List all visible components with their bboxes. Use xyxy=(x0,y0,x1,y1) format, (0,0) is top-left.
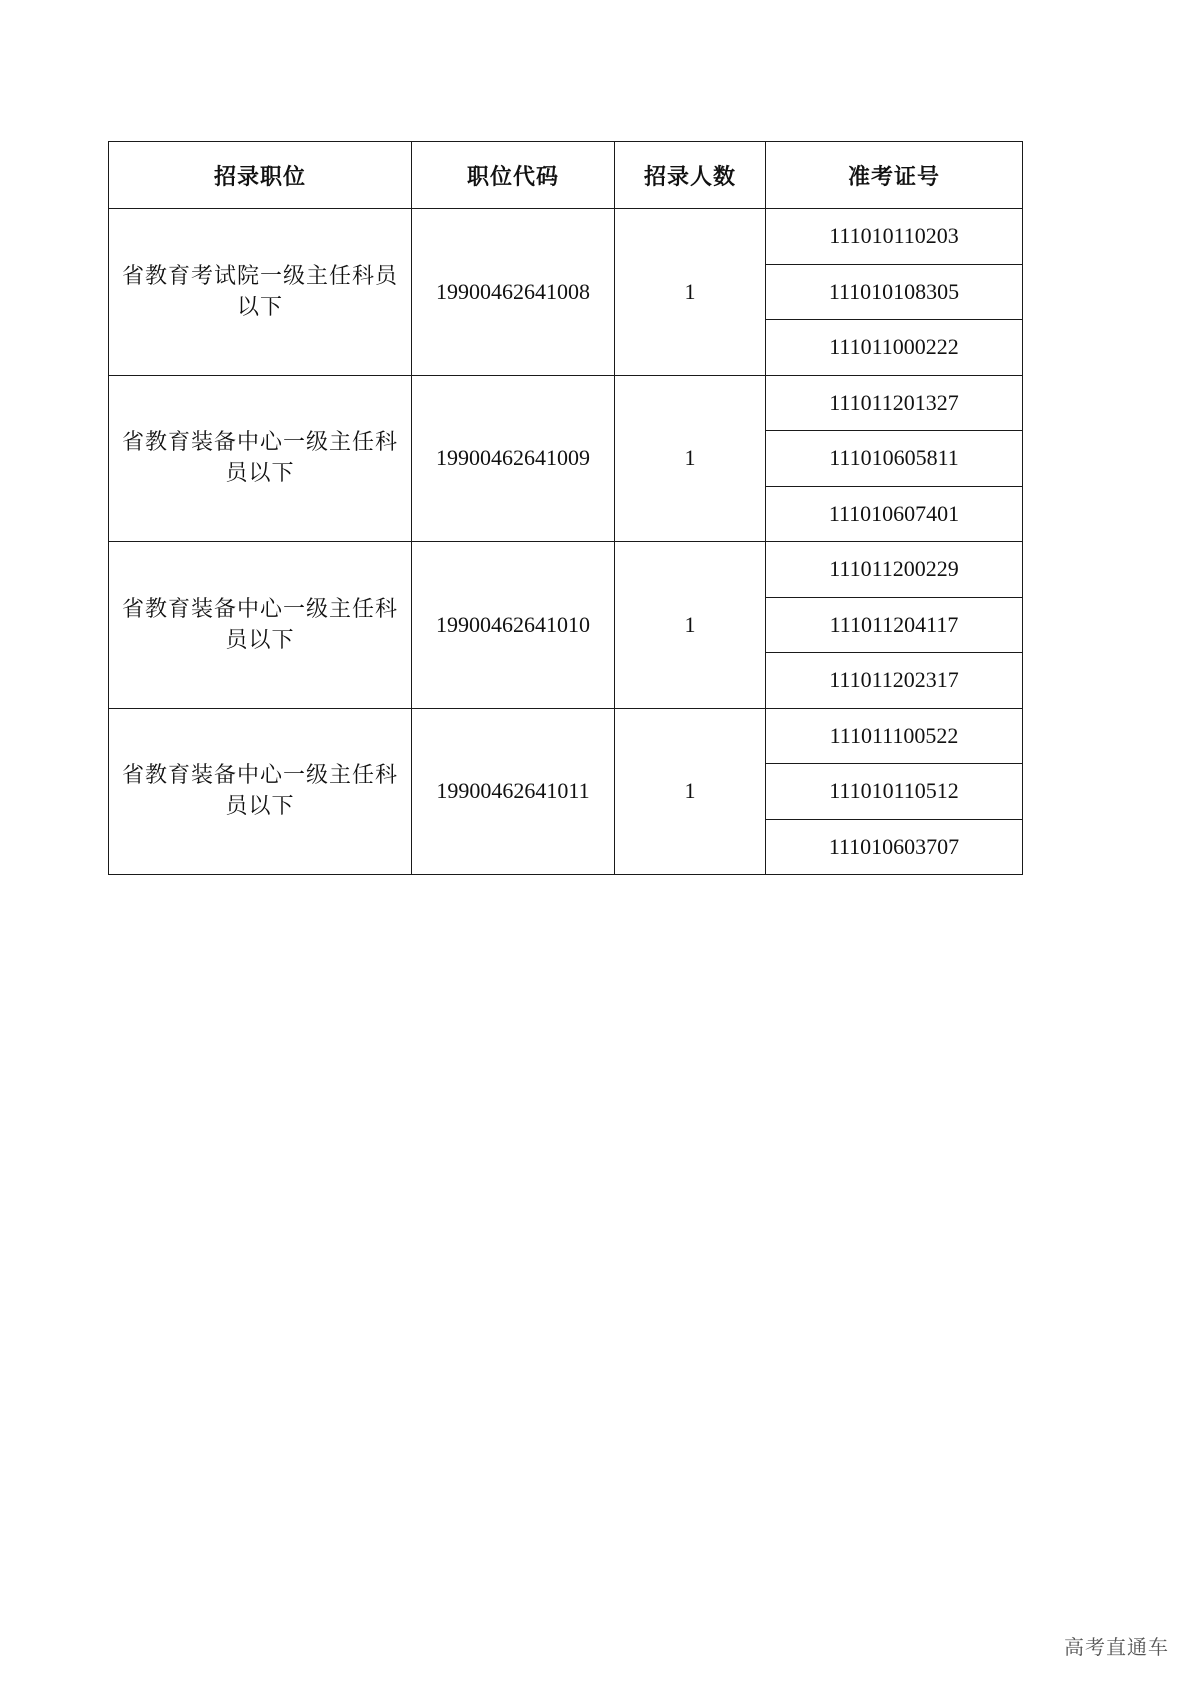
ticket-cell: 111010605811 xyxy=(766,431,1023,487)
ticket-cell: 111010603707 xyxy=(766,819,1023,875)
table-row xyxy=(109,375,1023,431)
ticket-cell: 111010108305 xyxy=(766,264,1023,320)
position-cell: 省教育装备中心一级主任科员以下 xyxy=(109,542,412,709)
count-cell: 1 xyxy=(615,375,766,542)
code-cell: 19900462641009 xyxy=(412,375,615,542)
header-count: 招录人数 xyxy=(615,142,766,209)
table-row xyxy=(109,708,1023,764)
table-row xyxy=(109,542,1023,598)
header-position: 招录职位 xyxy=(109,142,412,209)
ticket-cell: 111011202317 xyxy=(766,653,1023,709)
admission-table xyxy=(108,141,1023,875)
code-cell: 19900462641011 xyxy=(412,708,615,875)
watermark: 高考直通车 xyxy=(1064,1635,1169,1659)
header-ticket: 准考证号 xyxy=(766,142,1023,209)
count-cell: 1 xyxy=(615,708,766,875)
ticket-cell: 111010110512 xyxy=(766,764,1023,820)
code-cell: 19900462641008 xyxy=(412,209,615,376)
code-cell: 19900462641010 xyxy=(412,542,615,709)
ticket-cell: 111011200229 xyxy=(766,542,1023,598)
count-cell: 1 xyxy=(615,209,766,376)
ticket-cell: 111011000222 xyxy=(766,320,1023,376)
position-cell: 省教育装备中心一级主任科员以下 xyxy=(109,708,412,875)
count-cell: 1 xyxy=(615,542,766,709)
position-cell: 省教育装备中心一级主任科员以下 xyxy=(109,375,412,542)
table-header-row xyxy=(109,142,1023,209)
ticket-cell: 111011201327 xyxy=(766,375,1023,431)
position-cell: 省教育考试院一级主任科员以下 xyxy=(109,209,412,376)
ticket-cell: 111010110203 xyxy=(766,209,1023,265)
ticket-cell: 111010607401 xyxy=(766,486,1023,542)
ticket-cell: 111011204117 xyxy=(766,597,1023,653)
table-row xyxy=(109,209,1023,265)
ticket-cell: 111011100522 xyxy=(766,708,1023,764)
header-code: 职位代码 xyxy=(412,142,615,209)
